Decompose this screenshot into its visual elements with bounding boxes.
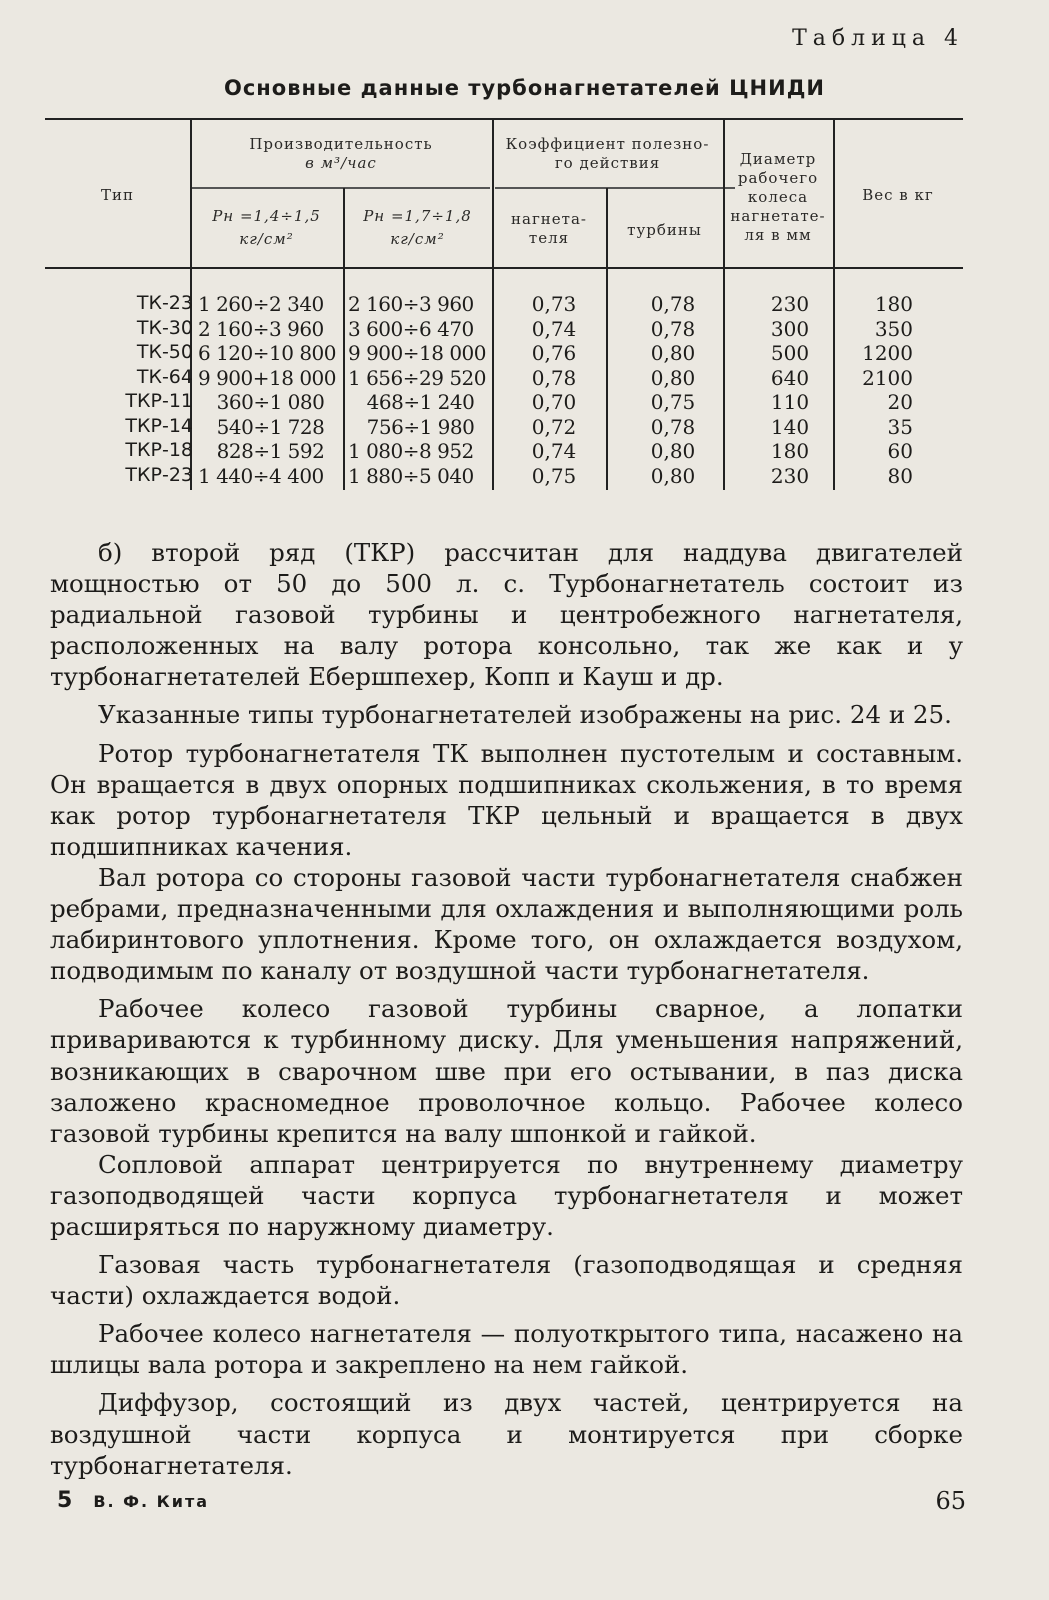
header-diameter-2: рабочего bbox=[737, 169, 819, 187]
cell-weight: 20 bbox=[887, 390, 913, 414]
cell-eff-turbine: 0,80 bbox=[650, 365, 696, 390]
cell-productivity-1: 9 900+18 000 bbox=[198, 365, 336, 390]
cell-eff-turbine: 0,75 bbox=[650, 390, 696, 414]
cell-productivity-1: 1 440÷4 400 bbox=[198, 463, 324, 488]
cell-eff-turbine: 0,78 bbox=[650, 292, 696, 316]
cell-diameter: 180 bbox=[770, 439, 810, 463]
cell-eff-compressor: 0,78 bbox=[531, 365, 577, 390]
header-compressor-2: теля bbox=[528, 229, 570, 247]
cell-productivity-2: 2 160÷3 960 bbox=[348, 292, 474, 316]
paragraph: Вал ротора со стороны газовой части турбонагнетателя снабжен ребрами, предназначенными для охлаждения и выполняющими роль лабиринтового уплотнения. Кроме того, он охлаждается воздухом, подводимым по каналу от воздушной части турбонагнетателя. bbox=[50, 862, 963, 986]
cell-eff-compressor: 0,70 bbox=[531, 390, 577, 414]
header-efficiency: Коэффициент полезно- bbox=[505, 135, 710, 153]
header-type: Тип bbox=[101, 186, 134, 204]
cell-productivity-1: 2 160÷3 960 bbox=[198, 316, 324, 341]
header-turbine: турбины bbox=[627, 221, 702, 239]
cell-diameter: 230 bbox=[770, 463, 810, 488]
cell-productivity-2: 3 600÷6 470 bbox=[348, 316, 474, 341]
cell-type: ТКР-14 bbox=[125, 414, 193, 437]
cell-eff-turbine: 0,78 bbox=[650, 316, 696, 341]
cell-eff-compressor: 0,76 bbox=[531, 341, 577, 365]
cell-productivity-2: 1 656÷29 520 bbox=[348, 365, 486, 390]
cell-weight: 180 bbox=[874, 292, 913, 316]
table-row bbox=[45, 366, 963, 391]
cell-diameter: 230 bbox=[770, 292, 810, 316]
cell-diameter: 110 bbox=[770, 390, 810, 414]
header-diameter-5: ля в мм bbox=[744, 226, 812, 244]
cell-diameter: 640 bbox=[770, 365, 810, 390]
cell-weight: 35 bbox=[887, 414, 913, 439]
cell-type: ТК-64 bbox=[136, 365, 193, 388]
header-productivity-unit: в м³/час bbox=[305, 154, 377, 172]
data-table bbox=[45, 118, 963, 503]
table-row bbox=[45, 317, 963, 342]
cell-diameter: 300 bbox=[770, 316, 810, 341]
cell-eff-compressor: 0,74 bbox=[531, 439, 577, 463]
header-productivity: Производительность bbox=[249, 135, 433, 153]
cell-productivity-1: 6 120÷10 800 bbox=[198, 341, 336, 365]
cell-eff-turbine: 0,80 bbox=[650, 463, 696, 488]
table-row bbox=[45, 415, 963, 440]
page-number: 65 bbox=[935, 1487, 966, 1515]
header-pressure-2: Pн =1,7÷1,8 bbox=[363, 207, 472, 225]
cell-productivity-2: 1 080÷8 952 bbox=[348, 439, 474, 463]
table-title: Основные данные турбонагнетателей ЦНИДИ bbox=[224, 76, 825, 100]
signature-number: 5 bbox=[57, 1488, 73, 1513]
cell-type: ТК-50 bbox=[136, 341, 193, 363]
cell-weight: 60 bbox=[887, 439, 913, 463]
cell-eff-turbine: 0,80 bbox=[650, 439, 696, 463]
table-row bbox=[45, 292, 963, 317]
paragraph: б) второй ряд (ТКР) рассчитан для наддува двигателей мощностью от 50 до 500 л. с. Турбонагнетатель состоит из радиальной газовой турбины и центробежного нагнетателя, расположенных на валу ротора консольно, так же как и у турбонагнетателей Ебершпехер, Копп и Кауш и др. bbox=[50, 538, 963, 692]
cell-productivity-1: 540÷1 728 bbox=[216, 414, 325, 439]
cell-eff-turbine: 0,80 bbox=[650, 341, 696, 365]
cell-weight: 1200 bbox=[862, 341, 913, 365]
paragraph: Рабочее колесо газовой турбины сварное, а лопатки привариваются к турбинному диску. Для уменьшения напряжений, возникающих в сварочном шве при его остывании, в паз диска заложено красномедное проволочное кольцо. Рабочее колесо газовой турбины крепится на валу шпонкой и гайкой. bbox=[50, 994, 963, 1148]
paragraph: Сопловой аппарат центрируется по внутреннему диаметру газоподводящей части корпуса турбонагнетателя и может расширяться по наружному диаметру. bbox=[50, 1149, 963, 1241]
header-diameter-4: нагнетате- bbox=[730, 207, 826, 225]
cell-eff-compressor: 0,73 bbox=[531, 292, 577, 316]
body-text bbox=[50, 537, 963, 1481]
cell-weight: 2100 bbox=[862, 365, 913, 390]
cell-productivity-2: 9 900÷18 000 bbox=[348, 341, 486, 365]
cell-productivity-1: 1 260÷2 340 bbox=[198, 292, 324, 316]
header-weight: Вес в кг bbox=[862, 186, 934, 204]
cell-type: ТК-30 bbox=[136, 316, 193, 339]
paragraph: Ротор турбонагнетателя ТК выполнен пустотелым и составным. Он вращается в двух опорных подшипниках скольжения, в то время как ротор турбонагнетателя ТКР цельный и вращается в двух подшипниках качения. bbox=[50, 738, 963, 861]
cell-productivity-1: 360÷1 080 bbox=[216, 390, 325, 414]
footer-signature bbox=[57, 1488, 209, 1513]
header-pressure-unit-2: кг/см² bbox=[390, 230, 445, 248]
table-row bbox=[45, 439, 963, 464]
subheader-rule-right bbox=[495, 187, 735, 189]
cell-eff-turbine: 0,78 bbox=[650, 414, 696, 439]
cell-type: ТКР-23 bbox=[125, 463, 193, 486]
cell-productivity-2: 468÷1 240 bbox=[366, 390, 475, 414]
cell-eff-compressor: 0,72 bbox=[531, 414, 577, 439]
cell-eff-compressor: 0,75 bbox=[531, 463, 577, 488]
cell-type: ТКР-18 bbox=[125, 439, 193, 461]
subheader-rule-left bbox=[190, 187, 490, 189]
cell-diameter: 500 bbox=[770, 341, 810, 365]
paragraph: Диффузор, состоящий из двух частей, центрируется на воздушной части корпуса и монтируется при сборке турбонагнетателя. bbox=[50, 1388, 963, 1480]
cell-weight: 350 bbox=[874, 316, 913, 341]
header-diameter-3: колеса bbox=[747, 188, 809, 206]
cell-productivity-2: 756÷1 980 bbox=[366, 414, 475, 439]
table-row bbox=[45, 341, 963, 366]
table-row bbox=[45, 390, 963, 415]
cell-productivity-1: 828÷1 592 bbox=[216, 439, 325, 463]
paragraph: Рабочее колесо нагнетателя — полуоткрытого типа, насажено на шлицы вала ротора и закреплено на нем гайкой. bbox=[50, 1319, 963, 1380]
cell-type: ТК-23 bbox=[136, 292, 193, 314]
header-pressure-unit-1: кг/см² bbox=[239, 230, 294, 248]
table-label: Таблица 4 bbox=[792, 26, 964, 51]
header-efficiency-2: го действия bbox=[554, 154, 661, 172]
author-name: В. Ф. Кита bbox=[93, 1492, 210, 1511]
cell-diameter: 140 bbox=[770, 414, 810, 439]
table-row bbox=[45, 464, 963, 489]
header-compressor: нагнета- bbox=[511, 210, 587, 228]
cell-productivity-2: 1 880÷5 040 bbox=[348, 463, 474, 488]
paragraph: Газовая часть турбонагнетателя (газоподводящая и средняя части) охлаждается водой. bbox=[50, 1250, 963, 1311]
cell-eff-compressor: 0,74 bbox=[531, 316, 577, 341]
header-diameter-1: Диаметр bbox=[739, 150, 817, 168]
cell-type: ТКР-11 bbox=[125, 390, 193, 412]
table-top-rule bbox=[45, 118, 963, 120]
cell-weight: 80 bbox=[887, 463, 913, 488]
table-header-rule bbox=[45, 267, 963, 269]
header-pressure-1: Pн =1,4÷1,5 bbox=[212, 207, 321, 225]
paragraph: Указанные типы турбонагнетателей изображены на рис. 24 и 25. bbox=[98, 700, 952, 730]
